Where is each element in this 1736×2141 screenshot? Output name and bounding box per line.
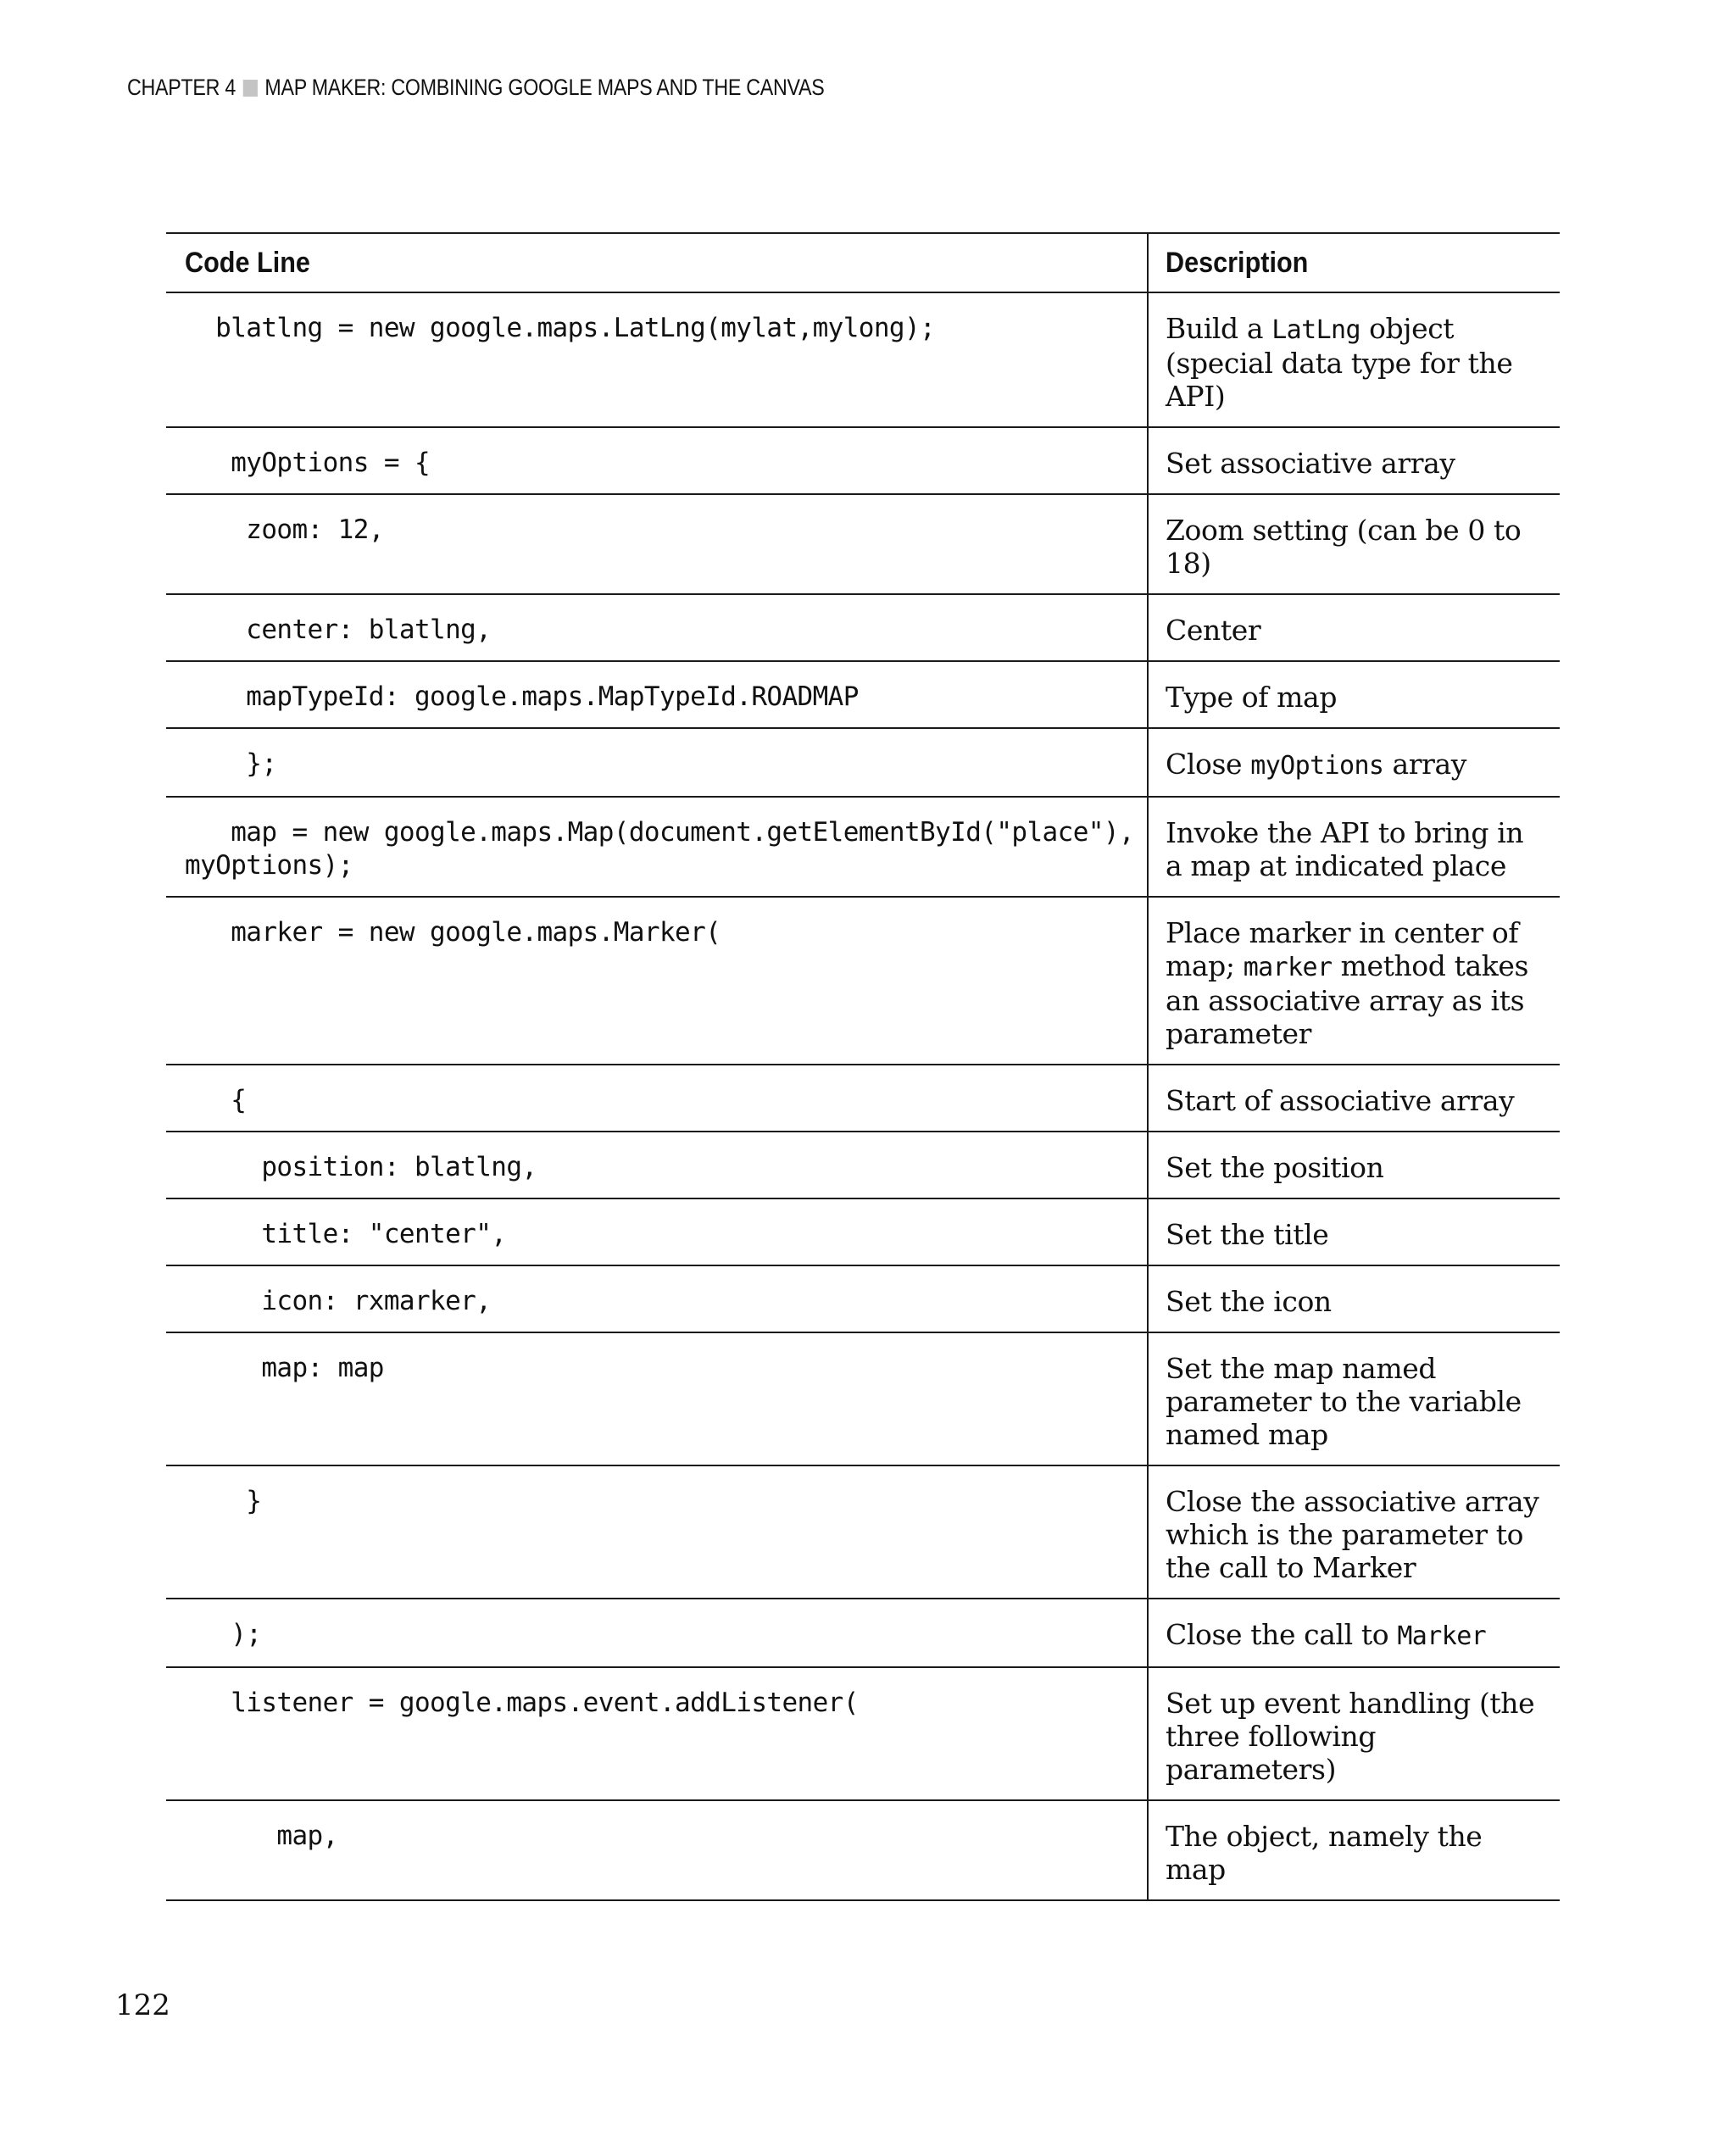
description-text: Build a: [1166, 312, 1272, 345]
code-line-cell: {: [166, 1065, 1148, 1132]
description-cell: [1148, 728, 1560, 797]
table-row: [166, 1599, 1560, 1667]
description-cell: [1148, 797, 1560, 897]
description-cell: [1148, 1465, 1560, 1599]
chapter-title: MAP MAKER: COMBINING GOOGLE MAPS AND THE CANVAS: [264, 75, 825, 100]
code-line-cell: map: map: [166, 1332, 1148, 1465]
description-cell: [1148, 1065, 1560, 1132]
table-row: [166, 427, 1560, 494]
description-cell: [1148, 1132, 1560, 1198]
description-text: object (special data type for the API): [1166, 312, 1513, 413]
description-text: method takes an associative array as its parameter: [1166, 949, 1528, 1050]
inline-code: Marker: [1397, 1621, 1487, 1651]
table-row: [166, 1065, 1560, 1132]
code-line-cell: center: blatlng,: [166, 594, 1148, 661]
description-cell: [1148, 897, 1560, 1065]
header-description: Description: [1148, 233, 1560, 292]
description-cell: [1148, 661, 1560, 728]
code-line-cell: map,: [166, 1800, 1148, 1900]
code-description-table: [166, 232, 1560, 1901]
chapter-label: CHAPTER 4: [127, 75, 236, 100]
code-line-cell: );: [166, 1599, 1148, 1667]
table-row: [166, 1465, 1560, 1599]
description-text: Close the associative array which is the parameter to the call to Marker: [1166, 1485, 1539, 1584]
description-cell: [1148, 1599, 1560, 1667]
code-line-cell: map = new google.maps.Map(document.getElementById("place"), myOptions);: [166, 797, 1148, 897]
description-text: Close: [1166, 748, 1251, 781]
description-cell: [1148, 594, 1560, 661]
description-text: Set the position: [1166, 1151, 1384, 1184]
code-line-cell: zoom: 12,: [166, 494, 1148, 594]
description-text: Center: [1166, 614, 1261, 647]
table-row: [166, 1800, 1560, 1900]
inline-code: LatLng: [1271, 315, 1360, 345]
table-row: [166, 661, 1560, 728]
description-cell: [1148, 292, 1560, 427]
code-line-cell: marker = new google.maps.Marker(: [166, 897, 1148, 1065]
code-line-cell: blatlng = new google.maps.LatLng(mylat,mylong);: [166, 292, 1148, 427]
description-text: Start of associative array: [1166, 1084, 1515, 1117]
description-cell: [1148, 1198, 1560, 1265]
inline-code: myOptions: [1250, 751, 1384, 781]
code-line-cell: title: "center",: [166, 1198, 1148, 1265]
table-row: [166, 1132, 1560, 1198]
description-text: Zoom setting (can be 0 to 18): [1166, 514, 1522, 580]
description-cell: [1148, 427, 1560, 494]
description-text: Invoke the API to bring in a map at indicated place: [1166, 816, 1524, 882]
description-cell: [1148, 1667, 1560, 1800]
table-row: [166, 797, 1560, 897]
running-head: [127, 75, 825, 101]
table-row: [166, 897, 1560, 1065]
inline-code: marker: [1243, 953, 1333, 982]
code-line-cell: };: [166, 728, 1148, 797]
separator-square-icon: [243, 80, 258, 97]
table-row: [166, 728, 1560, 797]
code-line-cell: mapTypeId: google.maps.MapTypeId.ROADMAP: [166, 661, 1148, 728]
table-row: [166, 594, 1560, 661]
table-row: [166, 1198, 1560, 1265]
description-cell: [1148, 1265, 1560, 1332]
table-row: [166, 292, 1560, 427]
header-code-line: Code Line: [166, 233, 1148, 292]
description-text: Type of map: [1166, 681, 1338, 714]
description-cell: [1148, 1332, 1560, 1465]
description-text: Set the map named parameter to the variable named map: [1166, 1352, 1522, 1451]
description-text: Set the icon: [1166, 1285, 1332, 1318]
description-text: Close the call to: [1166, 1618, 1398, 1651]
table-header-row: [166, 233, 1560, 292]
code-line-cell: icon: rxmarker,: [166, 1265, 1148, 1332]
description-text: Place marker in center of map;: [1166, 916, 1519, 982]
code-line-cell: myOptions = {: [166, 427, 1148, 494]
table-row: [166, 1332, 1560, 1465]
table-body: [166, 292, 1560, 1900]
description-text: Set up event handling (the three following parameters): [1166, 1687, 1535, 1786]
page-number: 122: [115, 1988, 170, 2022]
table-row: [166, 494, 1560, 594]
description-text: Set the title: [1166, 1218, 1329, 1251]
description-text: The object, namely the map: [1166, 1820, 1483, 1886]
description-cell: [1148, 1800, 1560, 1900]
code-line-cell: }: [166, 1465, 1148, 1599]
table-row: [166, 1667, 1560, 1800]
table-row: [166, 1265, 1560, 1332]
description-text: Set associative array: [1166, 447, 1455, 480]
code-line-cell: position: blatlng,: [166, 1132, 1148, 1198]
description-cell: [1148, 494, 1560, 594]
description-text: array: [1383, 748, 1467, 781]
code-line-cell: listener = google.maps.event.addListener(: [166, 1667, 1148, 1800]
